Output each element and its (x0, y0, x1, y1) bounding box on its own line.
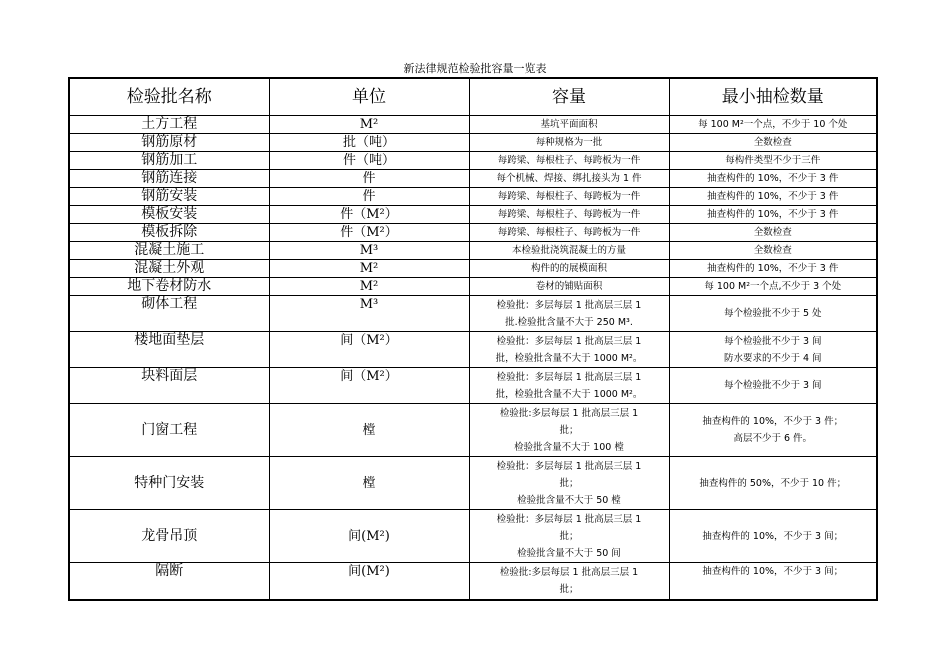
batch-name: 土方工程 (69, 116, 269, 134)
unit: M³ (269, 242, 469, 260)
table-row (69, 296, 877, 332)
unit: M² (269, 278, 469, 296)
unit: 间（M²） (269, 368, 469, 404)
min-sample: 抽查构件的 10%，不少于 3 件 (669, 188, 877, 206)
capacity: 本检验批浇筑混凝土的方量 (469, 242, 669, 260)
unit: M² (269, 260, 469, 278)
min-sample: 全数检查 (669, 224, 877, 242)
table-row (69, 242, 877, 260)
batch-name: 钢筋原材 (69, 134, 269, 152)
batch-name: 特种门安装 (69, 457, 269, 510)
table-row (69, 206, 877, 224)
batch-name: 混凝土施工 (69, 242, 269, 260)
table-row (69, 134, 877, 152)
table-row (69, 510, 877, 563)
min-sample: 抽查构件的 10%，不少于 3 件 (669, 260, 877, 278)
capacity: 检验批：多层每层 1 批高层三层 1 批； 检验批含量不大于 50 樘 (469, 457, 669, 510)
capacity: 每个机械、焊接、绑扎接头为 1 件 (469, 170, 669, 188)
table-row (69, 170, 877, 188)
table-row (69, 188, 877, 206)
batch-name: 钢筋加工 (69, 152, 269, 170)
min-sample: 每 100 M²一个点,不少于 3 个处 (669, 278, 877, 296)
table-row (69, 278, 877, 296)
min-sample: 抽查构件的 10%，不少于 3 件 (669, 170, 877, 188)
min-sample: 抽查构件的 10%，不少于 3 间； (669, 563, 877, 600)
capacity: 检验批：多层每层 1 批高层三层 1 批； 检验批含量不大于 50 间 (469, 510, 669, 563)
table-row (69, 404, 877, 457)
unit: 批（吨） (269, 134, 469, 152)
batch-name: 隔断 (69, 563, 269, 600)
min-sample: 全数检查 (669, 134, 877, 152)
unit: 件 (269, 170, 469, 188)
table-row (69, 563, 877, 600)
unit: M² (269, 116, 469, 134)
batch-name: 钢筋安装 (69, 188, 269, 206)
min-sample: 每个检验批不少于 3 间 (669, 368, 877, 404)
capacity: 每跨梁、每根柱子、每跨板为一件 (469, 188, 669, 206)
table-row (69, 332, 877, 368)
capacity: 检验批：多层每层 1 批高层三层 1 批，检验批含量不大于 1000 M²。 (469, 332, 669, 368)
batch-name: 门窗工程 (69, 404, 269, 457)
unit: 间（M²） (269, 332, 469, 368)
unit: 间(M²) (269, 510, 469, 563)
batch-name: 混凝土外观 (69, 260, 269, 278)
table-row (69, 224, 877, 242)
min-sample: 每 100 M²一个点，不少于 10 个处 (669, 116, 877, 134)
capacity: 检验批:多层每层 1 批高层三层 1 批； (469, 563, 669, 600)
batch-name: 模板拆除 (69, 224, 269, 242)
capacity: 检验批：多层每层 1 批高层三层 1 批.检验批含量不大于 250 M³. (469, 296, 669, 332)
min-sample: 每构件类型不少于三件 (669, 152, 877, 170)
min-sample: 每个检验批不少于 5 处 (669, 296, 877, 332)
capacity: 每跨梁、每根柱子、每跨板为一件 (469, 224, 669, 242)
document-title: 新法律规范检验批容量一览表 (403, 62, 547, 75)
header-capacity: 容量 (469, 78, 669, 116)
batch-name: 砌体工程 (69, 296, 269, 332)
batch-name: 块料面层 (69, 368, 269, 404)
unit: 间(M²) (269, 563, 469, 600)
table-header-row (69, 78, 877, 116)
min-sample: 抽查构件的 10%，不少于 3 间； (669, 510, 877, 563)
table-row (69, 368, 877, 404)
min-sample: 抽查构件的 10%，不少于 3 件 (669, 206, 877, 224)
table-row (69, 116, 877, 134)
capacity: 卷材的铺贴面积 (469, 278, 669, 296)
unit: 件（吨） (269, 152, 469, 170)
batch-name: 龙骨吊顶 (69, 510, 269, 563)
unit: 件（M²） (269, 224, 469, 242)
min-sample: 全数检查 (669, 242, 877, 260)
batch-name: 模板安装 (69, 206, 269, 224)
capacity: 检验批：多层每层 1 批高层三层 1 批，检验批含量不大于 1000 M²。 (469, 368, 669, 404)
capacity: 每跨梁、每根柱子、每跨板为一件 (469, 152, 669, 170)
capacity: 每种规格为一批 (469, 134, 669, 152)
table-row (69, 152, 877, 170)
header-min-sample: 最小抽检数量 (669, 78, 877, 116)
capacity: 每跨梁、每根柱子、每跨板为一件 (469, 206, 669, 224)
capacity: 构件的的展模面积 (469, 260, 669, 278)
capacity: 基坑平面面积 (469, 116, 669, 134)
min-sample: 抽查构件的 50%，不少于 10 件； (669, 457, 877, 510)
unit: 件（M²） (269, 206, 469, 224)
batch-name: 楼地面垫层 (69, 332, 269, 368)
unit: 件 (269, 188, 469, 206)
capacity: 检验批:多层每层 1 批高层三层 1 批； 检验批含量不大于 100 樘 (469, 404, 669, 457)
unit: 樘 (269, 457, 469, 510)
inspection-batch-table (68, 77, 878, 601)
header-unit: 单位 (269, 78, 469, 116)
min-sample: 抽查构件的 10%，不少于 3 件； 高层不少于 6 件。 (669, 404, 877, 457)
table-row (69, 457, 877, 510)
header-batch-name: 检验批名称 (69, 78, 269, 116)
batch-name: 地下卷材防水 (69, 278, 269, 296)
unit: M³ (269, 296, 469, 332)
min-sample: 每个检验批不少于 3 间 防水要求的不少于 4 间 (669, 332, 877, 368)
table-row (69, 260, 877, 278)
unit: 樘 (269, 404, 469, 457)
batch-name: 钢筋连接 (69, 170, 269, 188)
